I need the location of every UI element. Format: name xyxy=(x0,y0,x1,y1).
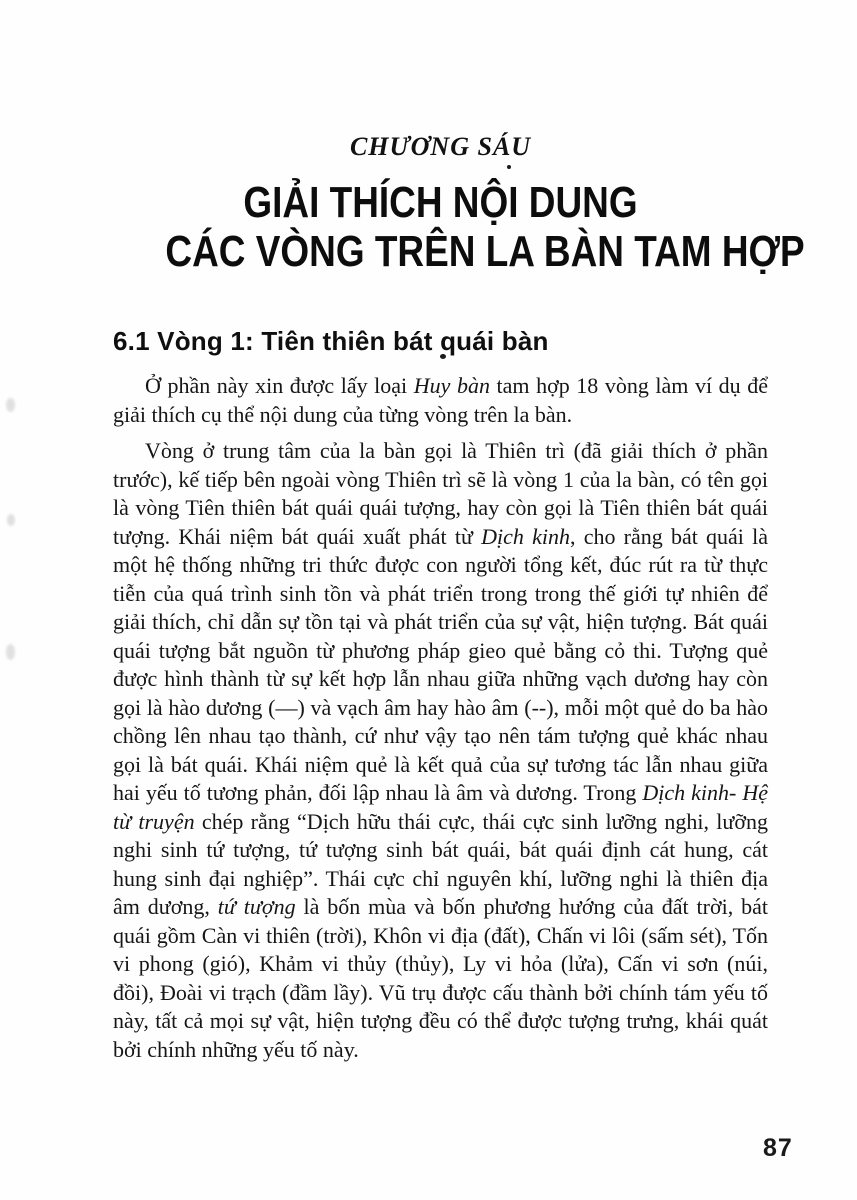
paragraph-body: Vòng ở trung tâm của la bàn gọi là Thiên trì (đã giải thích ở phần trước), kế tiếp bên ngoài vòng Thiên trì sẽ là vòng 1 của la bàn, có tên gọi là vòng Tiên thiên bát quái quái tượng, hay còn gọi là Tiên thiên bát quái tượng. Khái niệm bát quái xuất phát từ Dịch kinh, cho rằng bát quái là một hệ thống những tri thức được con người tổng kết, đúc rút ra từ thực tiễn của quá trình sinh tồn và phát triển trong trong thế giới tự nhiên để giải thích, chỉ dẫn sự tồn tại và phát triển của sự vật, hiện tượng. Bát quái quái tượng bắt nguồn từ phương pháp gieo quẻ bằng cỏ thi. Tượng quẻ được hình thành từ sự kết hợp lẫn nhau giữa những vạch dương hay còn gọi là hào dương (—) và vạch âm hay hào âm (--), mỗi một quẻ do ba hào chồng lên nhau tạo thành, cứ như vậy tạo nên tám tượng quẻ khác nhau gọi là bát quái. Khái niệm quẻ là kết quả của sự tương tác lẫn nhau giữa hai yếu tố tương phản, đối lập nhau là âm và dương. Trong Dịch kinh- Hệ từ truyện chép rằng “Dịch hữu thái cực, thái cực sinh lưỡng nghi, lưỡng nghi sinh tứ tượng, tứ tượng sinh bát quái, bát quái định cát hung, cát hung sinh đại nghiệp”. Thái cực chỉ nguyên khí, lưỡng nghi là thiên địa âm dương, tứ tượng là bốn mùa và bốn phương hướng của đất trời, bát quái gồm Càn vi thiên (trời), Khôn vi địa (đất), Chấn vi lôi (sấm sét), Tốn vi phong (gió), Khảm vi thủy (thủy), Ly vi hỏa (lửa), Cấn vi sơn (núi, đồi), Đoài vi trạch (đầm lầy). Vũ trụ được cấu thành bởi chính tám yếu tố này, tất cả mọi sự vật, hiện tượng đều có thể được tượng trưng, khái quát bởi chính những yếu tố này. xyxy=(113,438,768,1062)
chapter-title xyxy=(165,178,805,276)
scan-artifact-smudge xyxy=(7,514,15,526)
paragraph-intro: Ở phần này xin được lấy loại Huy bàn tam hợp 18 vòng làm ví dụ để giải thích cụ thể nội dung của từng vòng trên la bàn. xyxy=(113,373,769,427)
section-heading: 6.1 Vòng 1: Tiên thiên bát quái bàn xyxy=(113,326,549,356)
chapter-label: CHƯƠNG SÁU xyxy=(349,132,532,161)
scan-artifact-smudge xyxy=(6,398,15,412)
chapter-title-line-2: CÁC VÒNG TRÊN LA BÀN TAM HỢP xyxy=(165,227,805,276)
chapter-title-line-1: GIẢI THÍCH NỘI DUNG xyxy=(243,178,638,227)
text-column xyxy=(113,0,805,1064)
scan-artifact-smudge xyxy=(6,644,15,660)
page-number: 87 xyxy=(763,1134,793,1162)
